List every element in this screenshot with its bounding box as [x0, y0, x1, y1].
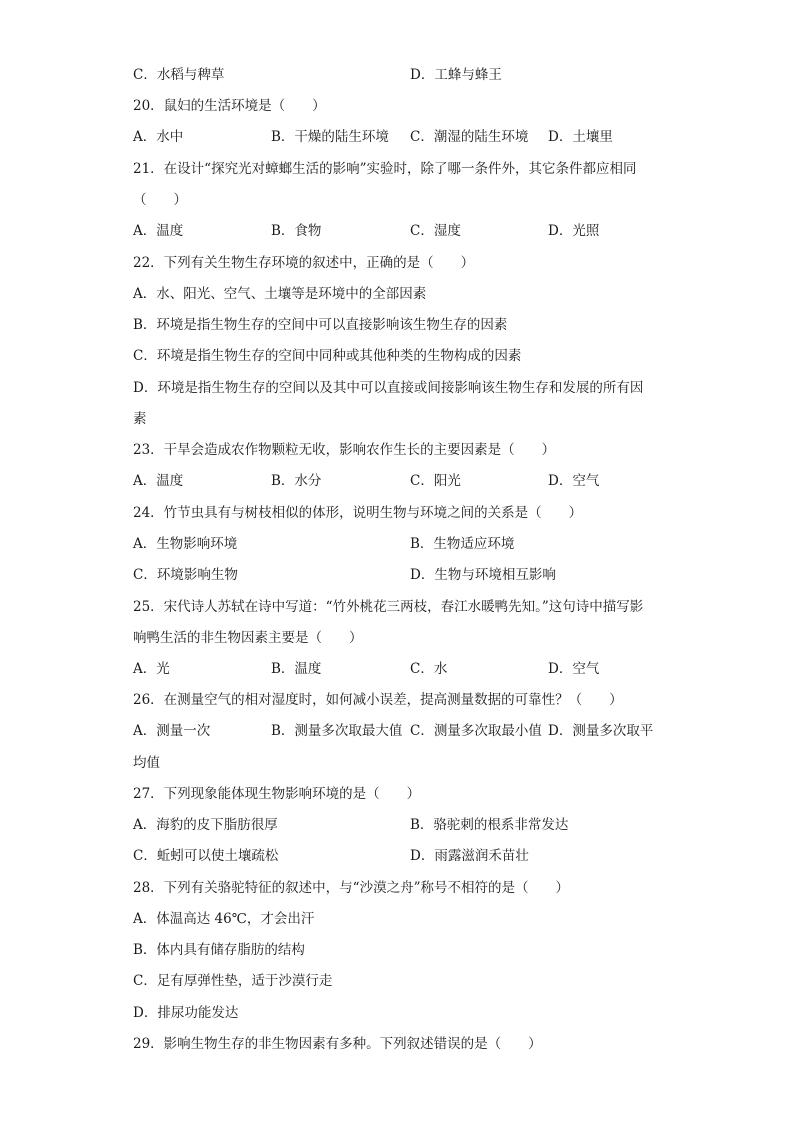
q24-option-d: D．生物与环境相互影响	[410, 567, 556, 583]
q22-option-c: C．环境是指生物生存的空间中同种或其他种类的生物构成的因素	[133, 348, 522, 364]
q27-option-d: D．雨露滋润禾苗壮	[410, 848, 529, 864]
q27-option-c: C．蚯蚓可以使土壤疏松	[133, 848, 279, 864]
q23-option-b: B．水分	[271, 473, 322, 489]
q26-option-a: A．测量一次	[133, 723, 211, 739]
q21-option-b: B．食物	[271, 223, 322, 239]
q28-option-b: B．体内具有储存脂肪的结构	[133, 942, 305, 958]
q21-option-a: A．温度	[133, 223, 184, 239]
q28-option-a: A．体温高达 46℃，才会出汗	[133, 911, 315, 927]
q25-option-b: B．温度	[271, 661, 322, 677]
q28-option-c: C．足有厚弹性垫，适于沙漠行走	[133, 973, 333, 989]
q22-option-d-continued: 素	[133, 411, 147, 427]
q24-option-b: B．生物适应环境	[410, 536, 515, 552]
q26-option-b: B．测量多次取最大值	[271, 723, 403, 739]
question-26: 26．在测量空气的相对湿度时，如何减小误差，提高测量数据的可靠性？（ ）	[133, 692, 623, 708]
q27-option-a: A．海豹的皮下脂肪很厚	[133, 817, 278, 833]
q23-option-a: A．温度	[133, 473, 184, 489]
question-21-continued: （ ）	[133, 192, 187, 208]
q26-option-d-continued: 均值	[133, 755, 160, 771]
question-23: 23．干旱会造成农作物颗粒无收，影响农作生长的主要因素是（ ）	[133, 442, 556, 458]
option-c-prev: C．水稻与稗草	[133, 67, 225, 83]
question-22: 22．下列有关生物生存环境的叙述中，正确的是（ ）	[133, 255, 475, 271]
option-d-prev: D．工蜂与蜂王	[410, 67, 502, 83]
q26-option-c: C．测量多次取最小值	[410, 723, 542, 739]
q25-option-a: A．光	[133, 661, 170, 677]
q28-option-d: D．排尿功能发达	[133, 1005, 239, 1021]
q27-option-b: B．骆驼刺的根系非常发达	[410, 817, 569, 833]
q22-option-d: D．环境是指生物生存的空间以及其中可以直接或间接影响该生物生存和发展的所有因	[133, 380, 644, 396]
question-21: 21．在设计“探究光对蟑螂生活的影响”实验时，除了哪一条件外，其它条件都应相同	[133, 161, 637, 177]
q23-option-c: C．阳光	[410, 473, 461, 489]
question-25-continued: 响鸭生活的非生物因素主要是（ ）	[133, 630, 363, 646]
q22-option-b: B．环境是指生物生存的空间中可以直接影响该生物生存的因素	[133, 317, 508, 333]
q25-option-d: D．空气	[548, 661, 600, 677]
q26-option-d: D．测量多次取平	[548, 723, 654, 739]
question-20: 20．鼠妇的生活环境是（ ）	[133, 98, 326, 114]
q23-option-d: D．空气	[548, 473, 600, 489]
q24-option-a: A．生物影响环境	[133, 536, 238, 552]
q24-option-c: C．环境影响生物	[133, 567, 238, 583]
q20-option-d: D．土壤里	[548, 129, 613, 145]
question-25: 25．宋代诗人苏轼在诗中写道：“竹外桃花三两枝，春江水暖鸭先知。”这句诗中描写影	[133, 599, 644, 615]
q21-option-c: C．湿度	[410, 223, 461, 239]
q21-option-d: D．光照	[548, 223, 600, 239]
question-29: 29．影响生物生存的非生物因素有多种。下列叙述错误的是（ ）	[133, 1036, 542, 1052]
q20-option-c: C．潮湿的陆生环境	[410, 129, 529, 145]
question-24: 24．竹节虫具有与树枝相似的体形，说明生物与环境之间的关系是（ ）	[133, 505, 583, 521]
question-28: 28．下列有关骆驼特征的叙述中，与“沙漠之舟”称号不相符的是（ ）	[133, 880, 569, 896]
question-27: 27．下列现象能体现生物影响环境的是（ ）	[133, 786, 421, 802]
q25-option-c: C．水	[410, 661, 448, 677]
q20-option-a: A．水中	[133, 129, 184, 145]
q22-option-a: A．水、阳光、空气、土壤等是环境中的全部因素	[133, 286, 427, 302]
q20-option-b: B．干燥的陆生环境	[271, 129, 389, 145]
